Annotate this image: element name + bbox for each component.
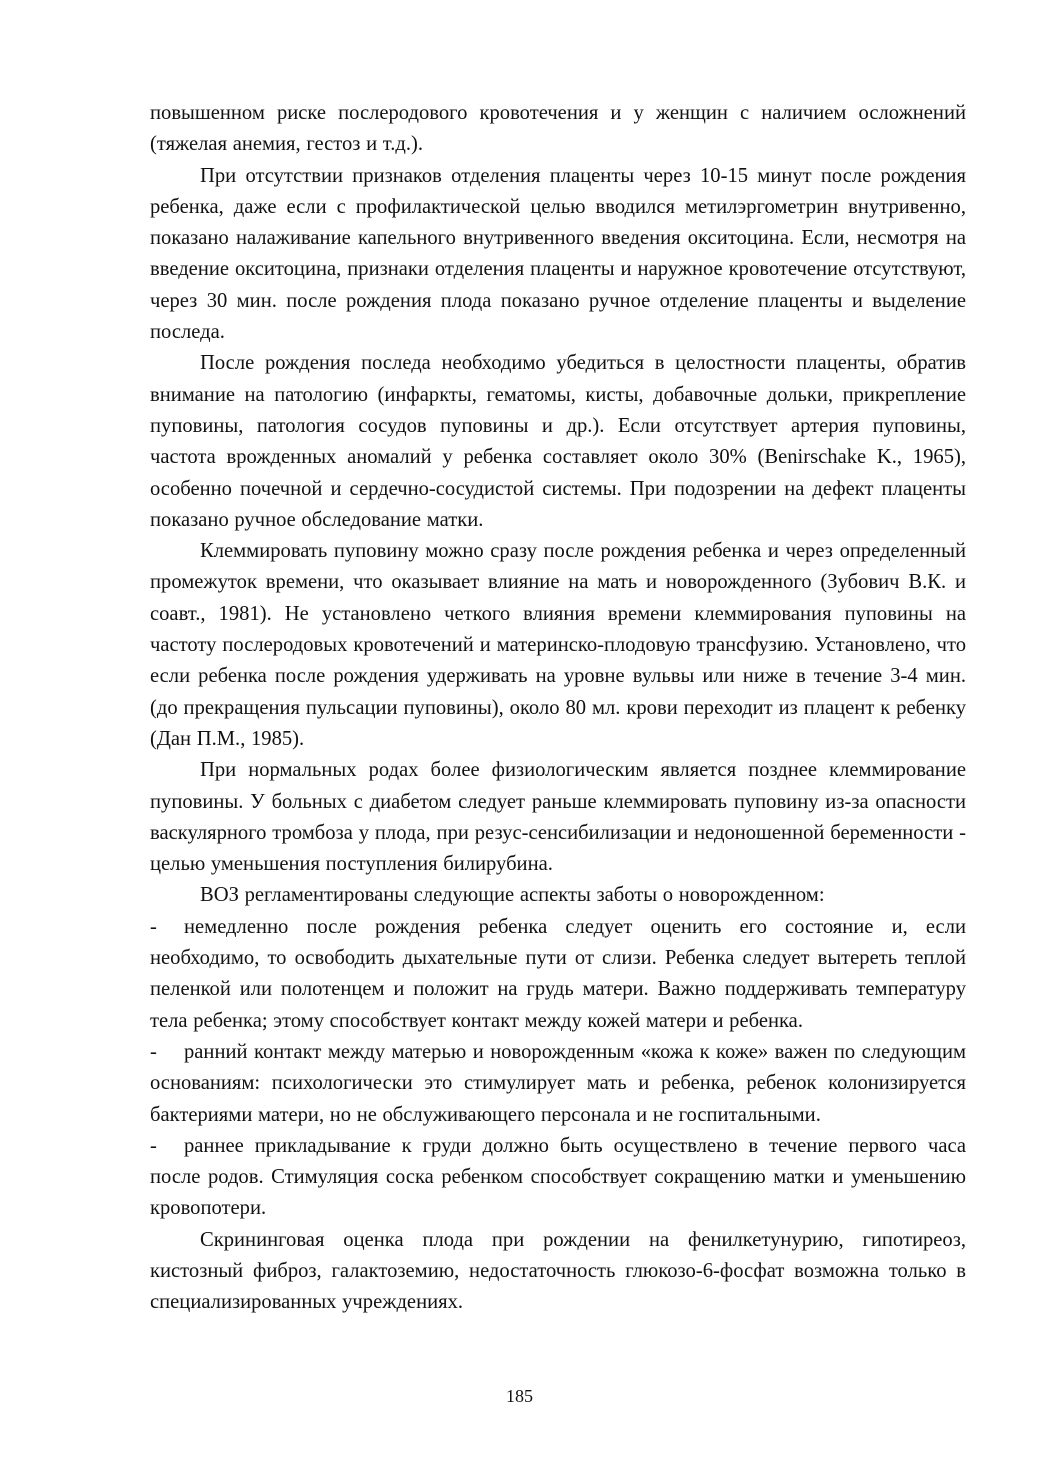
paragraph-screening: Скрининговая оценка плода при рождении на фенилкетунурию, гипотиреоз, кистозный фиброз, галактоземию, недостаточность глюкозо-6-фосфат возможна только в специализированных учреждениях. [150,1228,966,1314]
list-item [150,1131,966,1225]
document-page [150,98,966,1319]
bullet-marker: - [150,1134,157,1157]
list-item-text: немедленно после рождения ребенка следует оценить его состояние и, если необходимо, то освободить дыхательные пути от слизи. Ребенка следует вытереть теплой пеленкой или полотенцем и положит на грудь матери. Важно поддерживать температуру тела ребенка; этому способствует контакт между кожей матери и ребенка. [150,915,966,1032]
list-item-text: ранний контакт между матерью и новорожденным «кожа к коже» важен по следующим основаниям: психологически это стимулирует мать и ребенка, ребенок колонизируется бактериями матери, но не обслуживающего персонала и не госпитальными. [150,1040,966,1126]
paragraph-placenta-inspection: После рождения последа необходимо убедиться в целостности плаценты, обратив внимание на патологию (инфаркты, гематомы, кисты, добавочные дольки, прикрепление пуповины, патология сосудов пуповины и др.). Если отсутствует артерия пуповины, частота врожденных аномалий у ребенка составляет около 30% (Benirschake K., 1965), особенно почечной и сердечно-сосудистой системы. При подозрении на дефект плаценты показано ручное обследование матки. [150,352,966,531]
page-number: 185 [506,1386,533,1406]
bullet-marker: - [150,1040,157,1063]
paragraph-cord-clamping: Клеммировать пуповину можно сразу после рождения ребенка и через определенный промежуток времени, что оказывает влияние на мать и новорожденного (Зубович В.К. и соавт., 1981). Не установлено четкого влияния времени клеммирования пуповины на частоту послеродовых кровотечений и материнско-плодовую трансфузию. Установлено, что если ребенка после рождения удерживать на уровне вульвы или ниже в течение 3-4 мин. (до прекращения пульсации пуповины), около 80 мл. крови переходит из плацент к ребенку (Дан П.М., 1985). [150,540,966,750]
list-item-text: раннее прикладывание к груди должно быть осуществлено в течение первого часа после родов. Стимуляция соска ребенком способствует сокращению матки и уменьшению кровопотери. [150,1134,966,1220]
paragraph-who-intro: ВОЗ регламентированы следующие аспекты заботы о новорожденном: [200,884,825,907]
bullet-marker: - [150,915,157,938]
paragraph-late-clamping: При нормальных родах более физиологическим является позднее клеммирование пуповины. У больных с диабетом следует раньше клеммировать пуповину из-за опасности васкулярного тромбоза у плода, при резус-сенсибилизации и недоношенной беременности - целью уменьшения поступления билирубина. [150,759,966,876]
list-item [150,912,966,1037]
paragraph-continuation: повышенном риске послеродового кровотечения и у женщин с наличием осложнений (тяжелая анемия, гестоз и т.д.). [150,102,966,156]
paragraph-placenta-separation: При отсутствии признаков отделения плаценты через 10-15 минут после рождения ребенка, даже если с профилактической целью вводился метилэргометрин внутривенно, показано налаживание капельного внутривенного введения окситоцина. Если, несмотря на введение окситоцина, признаки отделения плаценты и наружное кровотечение отсутствуют, через 30 мин. после рождения плода показано ручное отделение плаценты и выделение последа. [150,164,966,344]
list-item [150,1037,966,1131]
